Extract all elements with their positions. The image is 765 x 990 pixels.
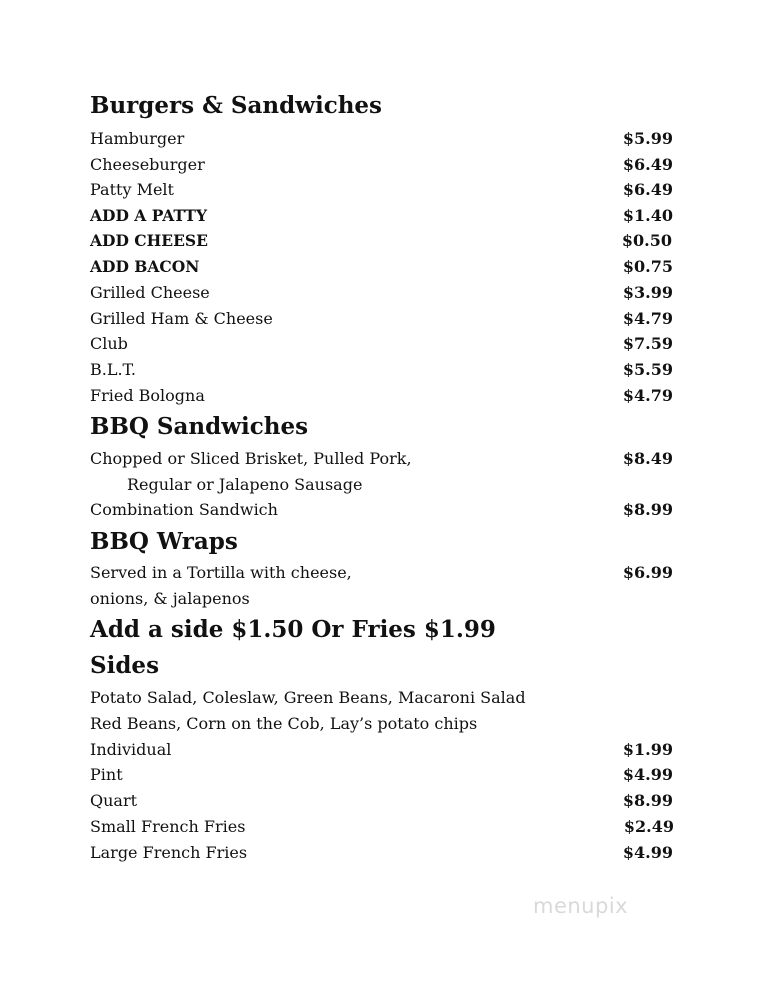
- section-title-bbq-sandwiches: BBQ Sandwiches: [90, 413, 309, 440]
- menu-item-combination-sandwich: Combination Sandwich: [90, 500, 278, 519]
- add-side-banner: Add a side $1.50 Or Fries $1.99: [90, 616, 496, 643]
- price-combination-sandwich: $8.99: [622, 500, 673, 519]
- menu-item-bbq-wrap: Served in a Tortilla with cheese,: [90, 563, 352, 582]
- price-grilled-cheese: $3.99: [622, 283, 673, 302]
- sides-description-line-1: Potato Salad, Coleslaw, Green Beans, Macaroni Salad: [90, 688, 526, 707]
- menu-item-add-cheese: ADD CHEESE: [90, 231, 208, 250]
- menu-item-club: Club: [90, 334, 128, 353]
- menu-item-pint: Pint: [90, 765, 123, 784]
- menu-item-add-bacon: ADD BACON: [90, 257, 200, 276]
- price-brisket-pork: $8.49: [622, 449, 673, 468]
- menu-item-hamburger: Hamburger: [90, 129, 185, 148]
- menu-item-fried-bologna: Fried Bologna: [90, 386, 205, 405]
- menupix-watermark: menupix: [533, 894, 629, 918]
- price-quart: $8.99: [622, 791, 673, 810]
- price-club: $7.59: [622, 334, 673, 353]
- section-title-sides: Sides: [90, 652, 160, 679]
- menu-item-cheeseburger: Cheeseburger: [90, 155, 205, 174]
- price-add-bacon: $0.75: [622, 257, 673, 276]
- section-title-bbq-wraps: BBQ Wraps: [90, 528, 238, 555]
- price-add-cheese: $0.50: [621, 231, 672, 250]
- menu-item-individual: Individual: [90, 740, 172, 759]
- price-bbq-wrap: $6.99: [622, 563, 673, 582]
- price-hamburger: $5.99: [622, 129, 673, 148]
- menu-item-quart: Quart: [90, 791, 138, 810]
- menu-item-sausage-continuation: Regular or Jalapeno Sausage: [127, 475, 363, 494]
- price-patty-melt: $6.49: [622, 180, 673, 199]
- price-fried-bologna: $4.79: [622, 386, 673, 405]
- menu-item-wrap-continuation: onions, & jalapenos: [90, 589, 250, 608]
- menu-item-grilled-cheese: Grilled Cheese: [90, 283, 210, 302]
- price-add-patty: $1.40: [622, 206, 673, 225]
- price-small-french-fries: $2.49: [623, 817, 674, 836]
- price-blt: $5.59: [622, 360, 673, 379]
- price-large-french-fries: $4.99: [622, 843, 673, 862]
- price-grilled-ham-cheese: $4.79: [622, 309, 673, 328]
- price-cheeseburger: $6.49: [622, 155, 673, 174]
- price-individual: $1.99: [622, 740, 673, 759]
- menu-item-add-patty: ADD A PATTY: [90, 206, 208, 225]
- menu-item-brisket-pork: Chopped or Sliced Brisket, Pulled Pork,: [90, 449, 412, 468]
- menu-item-patty-melt: Patty Melt: [90, 180, 174, 199]
- menu-item-blt: B.L.T.: [90, 360, 136, 379]
- sides-description-line-2: Red Beans, Corn on the Cob, Lay’s potato chips: [90, 714, 478, 733]
- price-pint: $4.99: [622, 765, 673, 784]
- menu-item-grilled-ham-cheese: Grilled Ham & Cheese: [90, 309, 273, 328]
- menu-item-small-french-fries: Small French Fries: [90, 817, 246, 836]
- menu-item-large-french-fries: Large French Fries: [90, 843, 248, 862]
- section-title-burgers: Burgers & Sandwiches: [90, 92, 383, 119]
